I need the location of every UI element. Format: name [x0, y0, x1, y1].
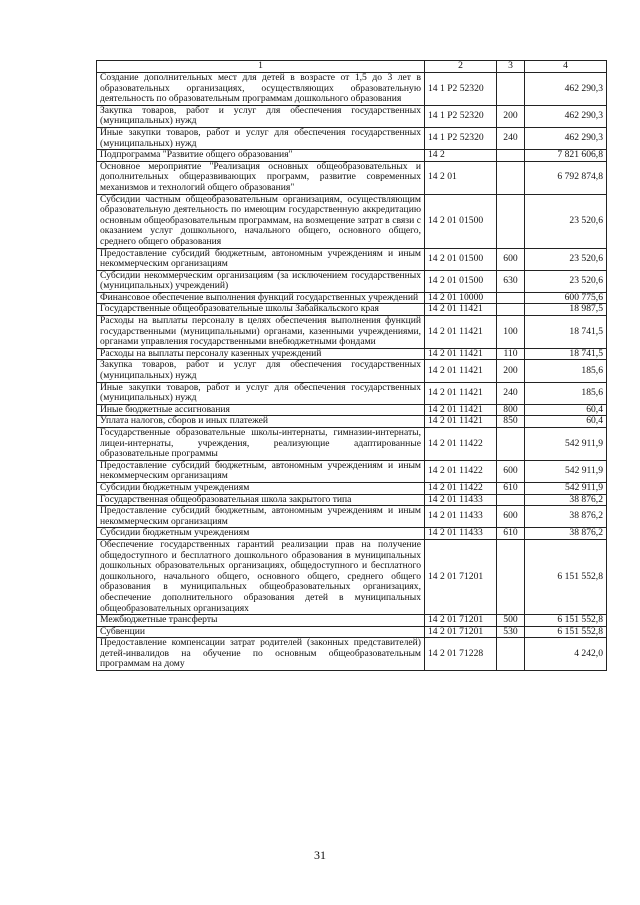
table-row: [97, 626, 607, 638]
header-col-1: 1: [97, 61, 425, 73]
row-code-cell: 14 2 01 11422: [425, 482, 497, 494]
row-type-cell: 500: [497, 615, 525, 627]
row-sum-cell: 38 876,2: [525, 528, 607, 540]
row-sum-cell: 60,4: [525, 404, 607, 416]
row-code-cell: 14 2 01 11422: [425, 428, 497, 461]
row-name-cell: Предоставление субсидий бюджетным, автономным учреждениям и иным некоммерческим организациям: [97, 506, 425, 528]
row-sum-cell: 542 911,9: [525, 460, 607, 482]
row-type-cell: 530: [497, 626, 525, 638]
row-sum-cell: 60,4: [525, 416, 607, 428]
table-row: [97, 161, 607, 194]
header-col-3: 3: [497, 61, 525, 73]
row-name-cell: Создание дополнительных мест для детей в возрасте от 1,5 до 3 лет в образовательных организациях, осуществляющих образовательную деятельность по образовательным программам дошкольного образования: [97, 73, 425, 106]
table-row: [97, 494, 607, 506]
row-code-cell: 14 2 01 11433: [425, 506, 497, 528]
table-row: [97, 194, 607, 248]
row-name-cell: Расходы на выплаты персоналу казенных учреждений: [97, 348, 425, 360]
row-sum-cell: 4 242,0: [525, 638, 607, 671]
row-code-cell: 14 2 01 11422: [425, 460, 497, 482]
row-sum-cell: 7 821 606,8: [525, 150, 607, 162]
row-code-cell: 14 2 01 11433: [425, 528, 497, 540]
row-code-cell: 14 2 01 10000: [425, 292, 497, 304]
row-type-cell: 600: [497, 248, 525, 270]
row-code-cell: 14 2 01 01500: [425, 248, 497, 270]
row-sum-cell: 6 792 874,8: [525, 161, 607, 194]
row-name-cell: Расходы на выплаты персоналу в целях обеспечения выполнения функций государственными (муниципальными) органами, казенными учреждениями, органами управления государственными внебюджетными фондами: [97, 316, 425, 349]
row-name-cell: Уплата налогов, сборов и иных платежей: [97, 416, 425, 428]
row-code-cell: 14 2 01 11421: [425, 404, 497, 416]
row-name-cell: Государственная общеобразовательная школа закрытого типа: [97, 494, 425, 506]
table-row: [97, 304, 607, 316]
row-sum-cell: 462 290,3: [525, 105, 607, 127]
row-sum-cell: 38 876,2: [525, 506, 607, 528]
row-type-cell: [497, 428, 525, 461]
table-row: [97, 506, 607, 528]
row-code-cell: 14 2 01 11421: [425, 382, 497, 404]
row-sum-cell: 38 876,2: [525, 494, 607, 506]
row-code-cell: 14 2 01: [425, 161, 497, 194]
row-sum-cell: 542 911,9: [525, 428, 607, 461]
table-row: [97, 127, 607, 149]
row-sum-cell: 23 520,6: [525, 248, 607, 270]
row-code-cell: 14 2 01 11421: [425, 416, 497, 428]
row-sum-cell: 18 987,5: [525, 304, 607, 316]
table-body: [97, 73, 607, 671]
table-row: [97, 316, 607, 349]
row-sum-cell: 462 290,3: [525, 127, 607, 149]
row-sum-cell: 6 151 552,8: [525, 615, 607, 627]
row-code-cell: 14 2 01 71201: [425, 626, 497, 638]
table-row: [97, 482, 607, 494]
table-row: [97, 360, 607, 382]
table-row: [97, 270, 607, 292]
row-type-cell: 100: [497, 316, 525, 349]
budget-table: [96, 60, 607, 671]
row-name-cell: Субсидии частным общеобразовательным организациям, осуществляющим образовательную деятельность по имеющим государственную аккредитацию основным общеобразовательным программам, на возмещение затрат в связи с оказанием услуг дошкольного, начального общего, основного общего, среднего общего образования: [97, 194, 425, 248]
table-row: [97, 416, 607, 428]
row-code-cell: 14 1 P2 52320: [425, 105, 497, 127]
row-sum-cell: 23 520,6: [525, 194, 607, 248]
row-name-cell: Подпрограмма "Развитие общего образования": [97, 150, 425, 162]
header-col-2: 2: [425, 61, 497, 73]
row-name-cell: Государственные образовательные школы-интернаты, гимназии-интернаты, лицеи-интернаты, учреждения, реализующие адаптированные образовательные программы: [97, 428, 425, 461]
row-code-cell: 14 2 01 11433: [425, 494, 497, 506]
table-row: [97, 348, 607, 360]
table-row: [97, 638, 607, 671]
row-type-cell: [497, 638, 525, 671]
table-row: [97, 528, 607, 540]
row-name-cell: Предоставление субсидий бюджетным, автономным учреждениям и иным некоммерческим организациям: [97, 248, 425, 270]
row-type-cell: 800: [497, 404, 525, 416]
table-row: [97, 615, 607, 627]
row-name-cell: Обеспечение государственных гарантий реализации прав на получение общедоступного и бесплатного дошкольного образования в муниципальных дошкольных образовательных организациях, общедоступного и бесплатного дошкольного, начального общего, основного общего, среднего общего образования в муниципальных общеобразовательных организациях, обеспечение дополнительного образования детей в муниципальных общеобразовательных организациях: [97, 539, 425, 614]
row-code-cell: 14 2 01 11421: [425, 360, 497, 382]
row-sum-cell: 23 520,6: [525, 270, 607, 292]
row-type-cell: 110: [497, 348, 525, 360]
row-type-cell: 240: [497, 382, 525, 404]
table-header: [97, 61, 607, 73]
row-code-cell: 14 2 01 11421: [425, 316, 497, 349]
row-code-cell: 14 2 01 01500: [425, 270, 497, 292]
row-code-cell: 14 2 01 11421: [425, 348, 497, 360]
row-type-cell: 600: [497, 460, 525, 482]
row-name-cell: Финансовое обеспечение выполнения функций государственных учреждений: [97, 292, 425, 304]
row-type-cell: 610: [497, 528, 525, 540]
row-type-cell: 200: [497, 105, 525, 127]
row-name-cell: Субсидии бюджетным учреждениям: [97, 482, 425, 494]
table-row: [97, 404, 607, 416]
row-sum-cell: 18 741,5: [525, 316, 607, 349]
row-name-cell: Предоставление компенсации затрат родителей (законных представителей) детей-инвалидов на обучение по основным общеобразовательным программам на дому: [97, 638, 425, 671]
row-code-cell: 14 1 P2 52320: [425, 73, 497, 106]
table-row: [97, 539, 607, 614]
row-name-cell: Государственные общеобразовательные школы Забайкальского края: [97, 304, 425, 316]
page-number: 31: [314, 848, 326, 862]
row-name-cell: Иные закупки товаров, работ и услуг для обеспечения государственных (муниципальных) нужд: [97, 127, 425, 149]
header-row: [97, 61, 607, 73]
row-name-cell: Субвенции: [97, 626, 425, 638]
table-row: [97, 73, 607, 106]
table-row: [97, 105, 607, 127]
row-type-cell: [497, 73, 525, 106]
row-name-cell: Основное мероприятие "Реализация основных общеобразовательных и дополнительных общеразвивающих программ, развитие современных механизмов и технологий общего образования": [97, 161, 425, 194]
row-type-cell: 610: [497, 482, 525, 494]
row-sum-cell: 542 911,9: [525, 482, 607, 494]
row-type-cell: [497, 494, 525, 506]
table-row: [97, 382, 607, 404]
row-name-cell: Закупка товаров, работ и услуг для обеспечения государственных (муниципальных) нужд: [97, 105, 425, 127]
table-row: [97, 248, 607, 270]
row-type-cell: 630: [497, 270, 525, 292]
row-code-cell: 14 2 01 71228: [425, 638, 497, 671]
row-type-cell: [497, 292, 525, 304]
table-row: [97, 460, 607, 482]
row-type-cell: 240: [497, 127, 525, 149]
row-sum-cell: 18 741,5: [525, 348, 607, 360]
row-type-cell: 200: [497, 360, 525, 382]
row-sum-cell: 185,6: [525, 382, 607, 404]
row-type-cell: [497, 194, 525, 248]
row-type-cell: [497, 150, 525, 162]
row-type-cell: 850: [497, 416, 525, 428]
table-row: [97, 150, 607, 162]
row-sum-cell: 600 775,6: [525, 292, 607, 304]
row-code-cell: 14 2 01 71201: [425, 615, 497, 627]
row-sum-cell: 6 151 552,8: [525, 539, 607, 614]
row-name-cell: Иные бюджетные ассигнования: [97, 404, 425, 416]
row-code-cell: 14 2: [425, 150, 497, 162]
row-name-cell: Субсидии бюджетным учреждениям: [97, 528, 425, 540]
row-name-cell: Иные закупки товаров, работ и услуг для обеспечения государственных (муниципальных) нужд: [97, 382, 425, 404]
row-name-cell: Закупка товаров, работ и услуг для обеспечения государственных (муниципальных) нужд: [97, 360, 425, 382]
row-code-cell: 14 2 01 11421: [425, 304, 497, 316]
row-sum-cell: 6 151 552,8: [525, 626, 607, 638]
table-row: [97, 292, 607, 304]
row-sum-cell: 462 290,3: [525, 73, 607, 106]
row-type-cell: 600: [497, 506, 525, 528]
row-sum-cell: 185,6: [525, 360, 607, 382]
header-col-4: 4: [525, 61, 607, 73]
row-type-cell: [497, 539, 525, 614]
row-name-cell: Межбюджетные трансферты: [97, 615, 425, 627]
table-row: [97, 428, 607, 461]
row-type-cell: [497, 161, 525, 194]
row-code-cell: 14 2 01 71201: [425, 539, 497, 614]
row-name-cell: Предоставление субсидий бюджетным, автономным учреждениям и иным некоммерческим организациям: [97, 460, 425, 482]
row-code-cell: 14 1 P2 52320: [425, 127, 497, 149]
row-name-cell: Субсидии некоммерческим организациям (за исключением государственных (муниципальных) учреждений): [97, 270, 425, 292]
row-type-cell: [497, 304, 525, 316]
row-code-cell: 14 2 01 01500: [425, 194, 497, 248]
